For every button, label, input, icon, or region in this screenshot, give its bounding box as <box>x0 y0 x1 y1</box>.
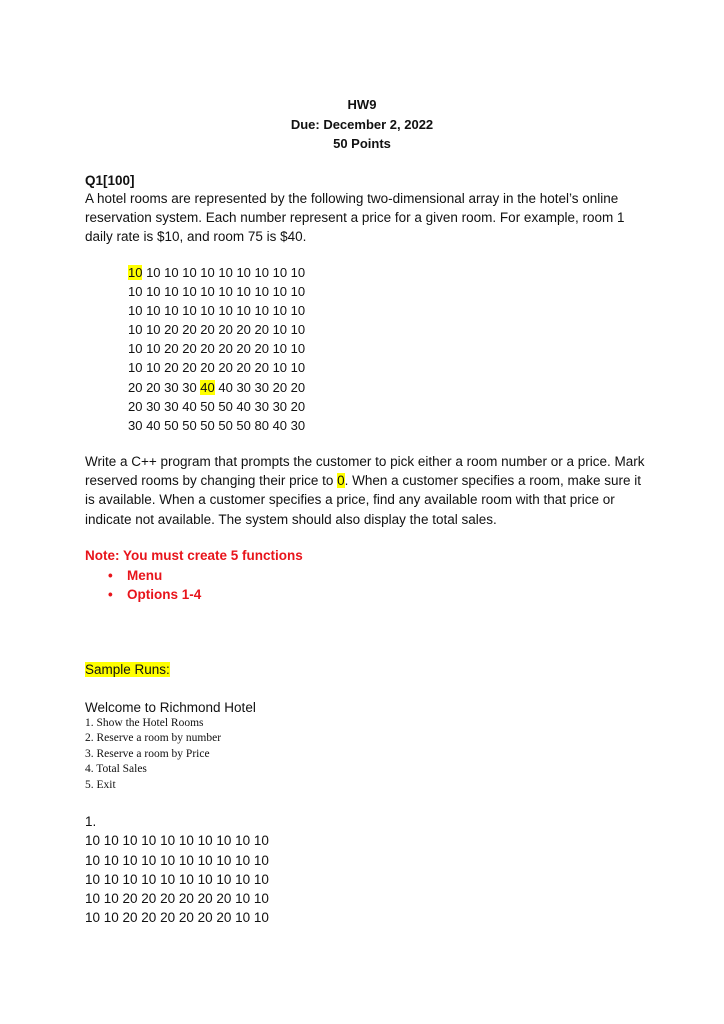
output-row: 10 10 10 10 10 10 10 10 10 10 <box>85 833 269 849</box>
menu-item: 5. Exit <box>85 778 116 791</box>
grid-row: 10 10 10 10 10 10 10 10 10 10 <box>128 303 306 319</box>
assignment-header <box>0 95 724 154</box>
question-intro: A hotel rooms are represented by the following two-dimensional array in the hotel’s online reservation system. Each number represent a price for a given room. For example, room 1 daily rate is $10, and room 75 is $40. <box>85 191 625 245</box>
due-date: Due: December 2, 2022 <box>290 116 434 132</box>
grid-row: 10 10 20 20 20 20 20 20 10 10 <box>128 322 306 338</box>
menu-item: 3. Reserve a room by Price <box>85 747 210 760</box>
bullet-icon: • <box>108 587 113 602</box>
room-price-grid <box>128 263 305 435</box>
list-item: • Menu <box>127 566 303 586</box>
highlighted-zero: 0 <box>337 473 345 489</box>
grid-row: 10 10 20 20 20 20 20 20 10 10 <box>128 341 306 357</box>
menu-item: 4. Total Sales <box>85 763 147 776</box>
output-row: 10 10 20 20 20 20 20 20 10 10 <box>85 910 269 926</box>
output-row: 10 10 10 10 10 10 10 10 10 10 <box>85 871 269 887</box>
hotel-menu <box>85 716 221 793</box>
grid-row: 20 20 30 30 40 40 30 30 20 20 <box>128 379 306 395</box>
task-description: Write a C++ program that prompts the customer to pick either a room number or a price. Mark reserved rooms by changing their price to 0. When a customer specifies a room, make sure it is available. When a customer specifies a price, find any available room with that price or indicate not available. The system should also display the total sales. <box>85 454 645 527</box>
menu-item: 1. Show the Hotel Rooms <box>85 717 204 729</box>
grid-row: 10 10 20 20 20 20 20 20 10 10 <box>128 360 306 376</box>
note-list <box>85 566 303 605</box>
bullet-icon: • <box>108 567 113 583</box>
grid-row: 20 30 30 40 50 50 40 30 30 20 <box>128 398 306 414</box>
output-row: 10 10 10 10 10 10 10 10 10 10 <box>85 852 269 868</box>
welcome-line: Welcome to Richmond Hotel <box>85 700 256 715</box>
sample-runs-label: Sample Runs: <box>85 662 170 677</box>
grid-row: 10 10 10 10 10 10 10 10 10 10 <box>128 284 306 300</box>
points-total: 50 Points <box>333 136 391 151</box>
assignment-title: HW9 <box>347 97 377 112</box>
grid-row: 10 10 10 10 10 10 10 10 10 10 <box>128 265 306 280</box>
grid-row: 30 40 50 50 50 50 50 80 40 30 <box>128 417 306 433</box>
output-row: 10 10 20 20 20 20 20 20 10 10 <box>85 891 269 907</box>
highlighted-price: 40 <box>200 379 215 395</box>
note-block <box>85 546 303 605</box>
list-item: • Options 1-4 <box>127 585 303 605</box>
note-title: Note: You must create 5 functions <box>85 548 303 563</box>
menu-choice: 1. <box>85 814 97 829</box>
sample-output <box>85 812 269 928</box>
highlighted-price: 10 <box>128 265 143 280</box>
question-title: Q1[100] <box>85 173 135 188</box>
menu-item: 2. Reserve a room by number <box>85 732 222 745</box>
